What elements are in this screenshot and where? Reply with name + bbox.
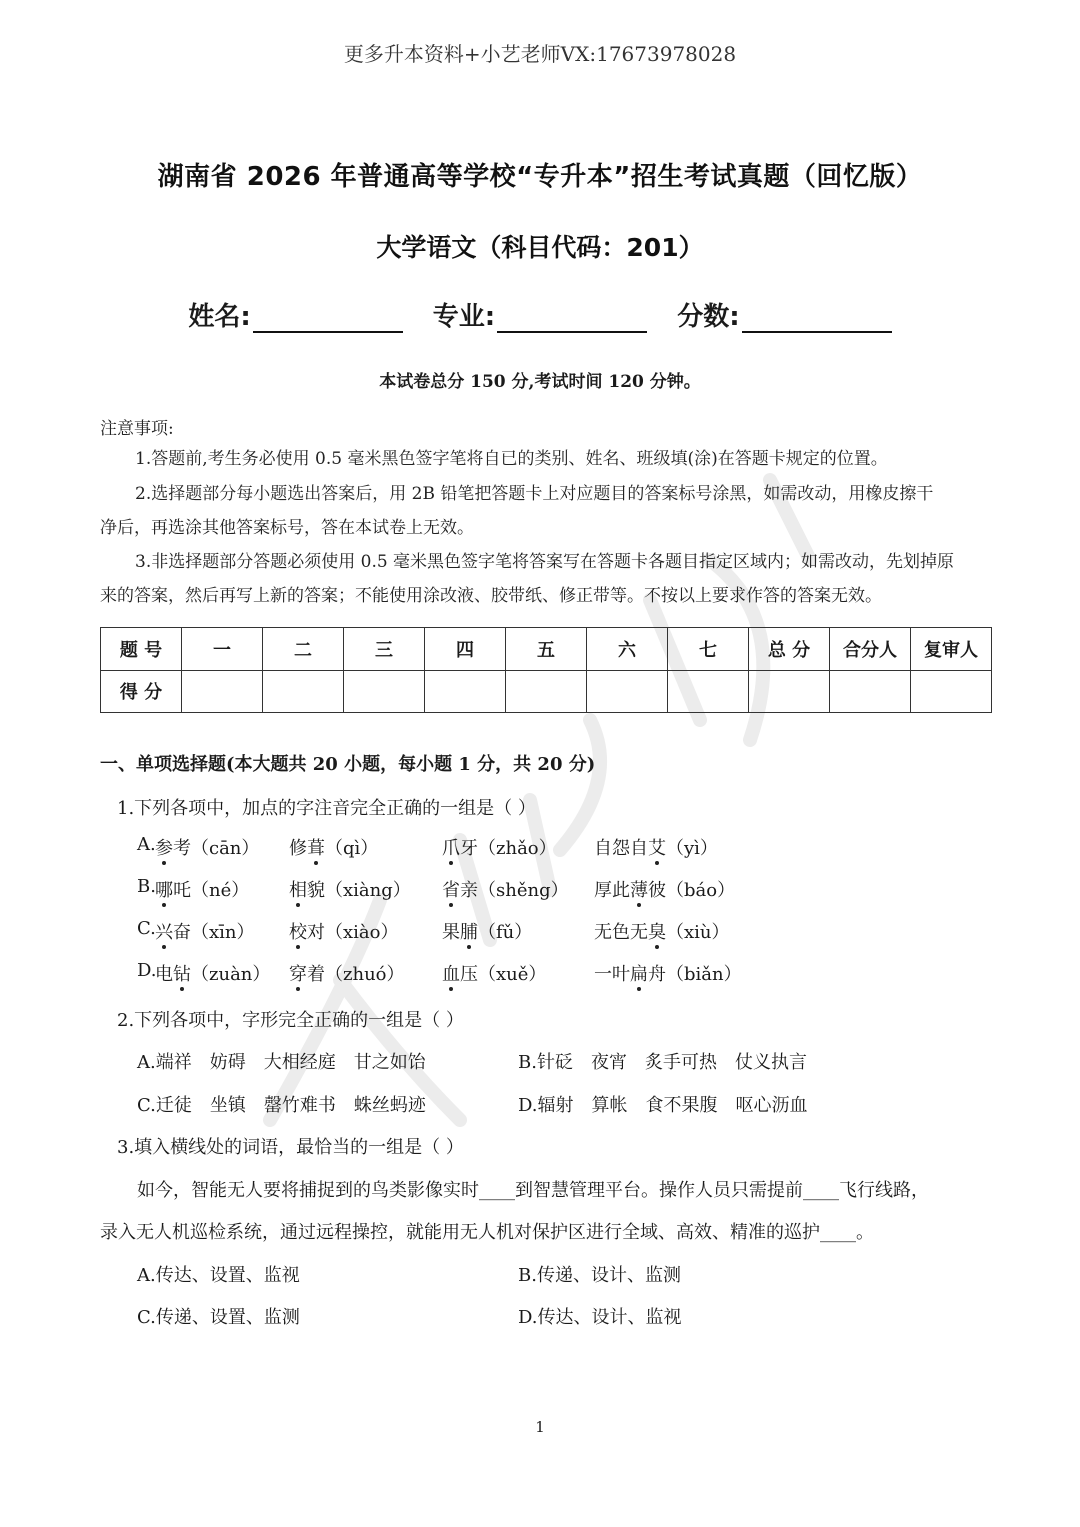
q3-passage-line-1: 如今，智能无人要将捕捉到的鸟类影像实时____到智慧管理平台。操作人员只需提前____飞行线路， — [137, 1180, 929, 1201]
notice-item-1: 1.答题前,考生务必使用 0.5 毫米黑色签字笔将自已的类别、姓名、班级填(涂)在答题卡规定的位置。 — [135, 449, 888, 469]
major-blank[interactable] — [497, 303, 647, 333]
option-item: 无色无臭（xiù） — [594, 922, 730, 943]
option-item: 爪牙（zhǎo） — [442, 838, 557, 859]
option-label: B. — [137, 876, 156, 897]
table-cell: 七 — [668, 628, 749, 671]
score-blank[interactable] — [742, 303, 892, 333]
score-cell[interactable] — [506, 670, 587, 713]
table-cell: 三 — [344, 628, 425, 671]
option-item: 自怨自艾（yì） — [594, 838, 718, 859]
score-cell[interactable] — [911, 670, 992, 713]
option-label: A. — [137, 834, 156, 855]
q2-stem: 2.下列各项中，字形完全正确的一组是（ ） — [117, 1010, 464, 1031]
option-item: 厚此薄彼（báo） — [594, 880, 736, 901]
student-info-fields — [0, 296, 1080, 333]
score-cell[interactable] — [668, 670, 749, 713]
option-item: 参考（cān） — [155, 838, 260, 859]
notice-item-2: 2.选择题部分每小题选出答案后，用 2B 铅笔把答题卡上对应题目的答案标号涂黑，如需改动，用橡皮擦干 — [135, 484, 934, 504]
name-field[interactable] — [188, 296, 402, 333]
option-item: 省亲（shěng） — [442, 880, 569, 901]
notice-item-2-cont: 净后，再选涂其他答案标号，答在本试卷上无效。 — [100, 518, 474, 538]
table-cell: 五 — [506, 628, 587, 671]
q3-stem: 3.填入横线处的词语，最恰当的一组是（ ） — [117, 1137, 464, 1158]
table-cell: 总 分 — [749, 628, 830, 671]
option-item: 果脯（fǔ） — [442, 922, 533, 943]
table-cell: 复审人 — [911, 628, 992, 671]
score-table-score-row — [101, 670, 992, 713]
table-cell: 二 — [263, 628, 344, 671]
exam-title: 湖南省 2026 年普通高等学校“专升本”招生考试真题（回忆版） — [157, 162, 923, 192]
notice-heading: 注意事项: — [100, 419, 174, 439]
major-label: 专业: — [432, 302, 496, 332]
q3-passage-line-2: 录入无人机巡检系统，通过远程操控，就能用无人机对保护区进行全域、高效、精准的巡护____。 — [100, 1222, 874, 1243]
notice-item-3: 3.非选择题部分答题必须使用 0.5 毫米黑色签字笔将答案写在答题卡各题目指定区域内；如需改动，先划掉原 — [135, 552, 955, 572]
score-cell[interactable] — [344, 670, 425, 713]
q2-option-b[interactable]: B.针砭 夜宵 炙手可热 仗义执言 — [518, 1052, 807, 1073]
table-cell: 六 — [587, 628, 668, 671]
score-cell[interactable] — [587, 670, 668, 713]
option-item: 穿着（zhuó） — [289, 964, 405, 985]
q2-option-a[interactable]: A.端祥 妨碍 大相经庭 甘之如饴 — [137, 1052, 426, 1073]
option-item: 相貌（xiàng） — [289, 880, 411, 901]
notice-item-3-cont: 来的答案，然后再写上新的答案；不能使用涂改液、胶带纸、修正带等。不按以上要求作答的答案无效。 — [100, 586, 882, 606]
score-cell[interactable] — [263, 670, 344, 713]
option-item: 一叶扁舟（biǎn） — [594, 964, 742, 985]
option-item: 血压（xuě） — [442, 964, 547, 985]
option-item: 电钻（zuàn） — [155, 964, 271, 985]
score-cell[interactable] — [830, 670, 911, 713]
table-cell: 合分人 — [830, 628, 911, 671]
score-field[interactable] — [677, 296, 891, 333]
name-label: 姓名: — [188, 302, 251, 332]
option-label: D. — [137, 960, 157, 981]
q3-option-a[interactable]: A.传达、设置、监视 — [137, 1265, 300, 1286]
score-table-header-row — [101, 628, 992, 671]
q2-option-d[interactable]: D.辐射 算帐 食不果腹 呕心沥血 — [518, 1095, 808, 1116]
table-cell: 四 — [425, 628, 506, 671]
q2-option-c[interactable]: C.迁徒 坐镇 罄竹难书 蛛丝蚂迹 — [137, 1095, 426, 1116]
table-cell: 一 — [182, 628, 263, 671]
option-item: 修葺（qì） — [289, 838, 379, 859]
option-item: 兴奋（xīn） — [155, 922, 255, 943]
exam-info: 本试卷总分 150 分,考试时间 120 分钟。 — [379, 372, 701, 392]
header-note: 更多升本资料+小艺老师VX:17673978028 — [343, 42, 737, 66]
major-field[interactable] — [433, 296, 647, 333]
q3-option-b[interactable]: B.传递、设计、监测 — [518, 1265, 681, 1286]
section-1-heading: 一、单项选择题(本大题共 20 小题，每小题 1 分，共 20 分) — [100, 754, 596, 775]
exam-subtitle: 大学语文（科目代码：201） — [376, 233, 704, 262]
table-cell: 题 号 — [101, 628, 182, 671]
score-label: 分数: — [677, 302, 740, 332]
page-number: 1 — [535, 1418, 545, 1436]
option-item: 校对（xiào） — [289, 922, 399, 943]
score-cell[interactable] — [749, 670, 830, 713]
score-cell[interactable] — [425, 670, 506, 713]
score-table — [100, 627, 992, 713]
option-label: C. — [137, 918, 156, 939]
q3-option-c[interactable]: C.传递、设置、监测 — [137, 1307, 300, 1328]
name-blank[interactable] — [253, 303, 403, 333]
table-cell: 得 分 — [101, 670, 182, 713]
option-item: 哪吒（né） — [155, 880, 250, 901]
q3-option-d[interactable]: D.传达、设计、监视 — [518, 1307, 682, 1328]
q1-stem: 1.下列各项中，加点的字注音完全正确的一组是（ ） — [117, 798, 536, 819]
score-cell[interactable] — [182, 670, 263, 713]
